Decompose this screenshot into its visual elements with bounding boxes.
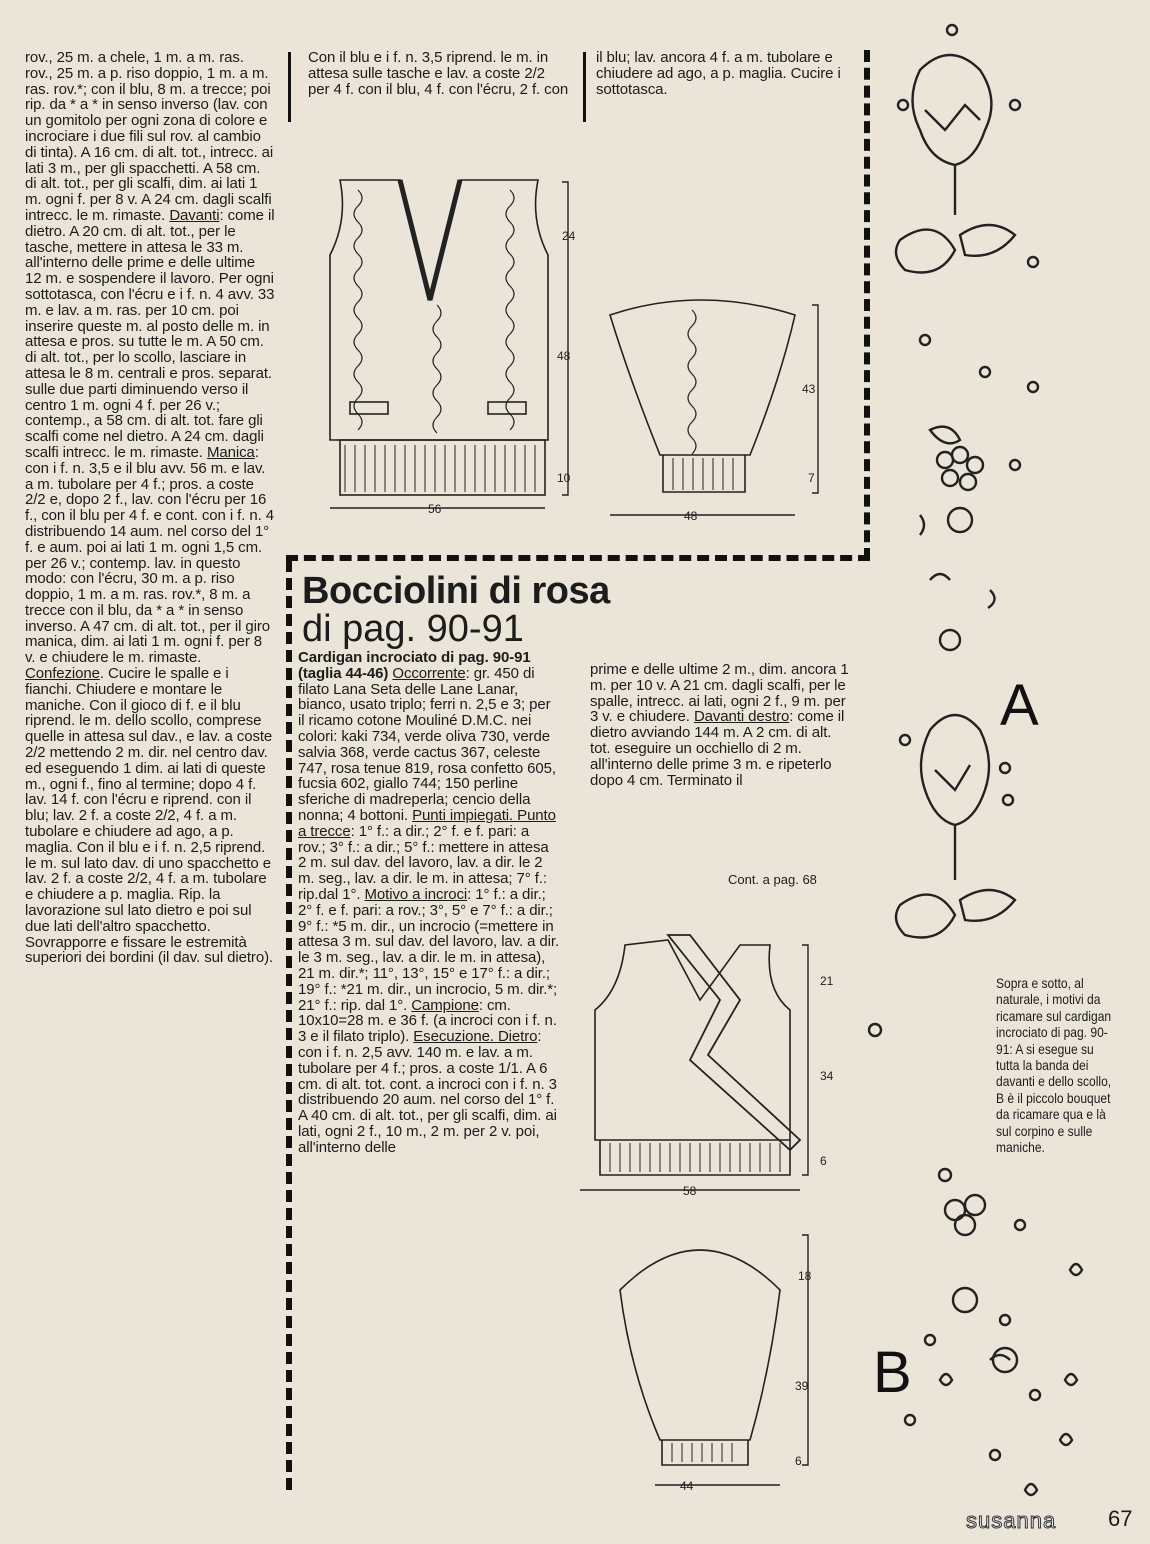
dim-cardigan-rib: 6 xyxy=(820,1154,827,1168)
motivo-text: : 1° f.: a dir.; 2° f. e f. pari: a rov.; 3°, 5° e 7° f.: a dir.; 9° f.: *5 m. dir., un incrocio (=mettere in attesa 3 m. sul dav. del lavoro, lav. a dir. le 3 m. seg., lav. a dir. le m. in attesa), 21 m. dir.*; 11°, 13°, 15° e 17° f.: a dir.; 19° f.: *21 m. dir., un incrocio, 5 m. dir.*; 21° f.: rip. dal 1°. xyxy=(298,885,560,1014)
section-subtitle: di pag. 90-91 xyxy=(302,608,524,650)
embroidery-caption: Sopra e sotto, al naturale, i motivi da ricamare sul cardigan incrociato di pag. 90-91: A si esegue su tutta la banda dei davanti e dello scollo, B è il piccolo bouquet da ricamare qua e là sul corpino e sulle maniche. xyxy=(996,975,1112,1156)
col2-text: Con il blu e i f. n. 3,5 riprend. le m. in attesa sulle tasche e lav. a coste 2/2 per 4 f. con il blu, 4 f. con l'écru, 2 f. con xyxy=(308,49,569,98)
esecuzione-label: Esecuzione. Dietro xyxy=(413,1028,538,1046)
col3-text: il blu; lav. ancora 4 f. a m. tubolare e chiudere ad ago, a p. maglia. Cucire i sottotasca. xyxy=(596,49,841,98)
page-number: 67 xyxy=(1108,1506,1133,1531)
dim-sleeve-rib: 7 xyxy=(808,471,815,485)
manica-text: : con i f. n. 3,5 e il blu avv. 56 m. e lav. a m. tubolare per 4 f.; pros. a coste 2/2 e, dopo 2 f., lav. con l'écru per 16 f., con il blu per 4 f. e cont. con i f. n. 4 distribuendo 14 aum. nel corso del 1° f. e aum. poi ai lati 1 m. ogni 1,5 cm. per 26 v.; contemp. lav. in questo modo: con l'écru, 30 m. a p. riso doppio, 1 m. a m. ras. rov.*, 8 m. a trecce con il blu, da * a * in senso inverso. A 47 cm. di alt. tot., per il giro manica, dim. ai lati 1 m. ogni f. per 8 v. e chiudere le m. rimaste. xyxy=(25,443,274,667)
magazine-brand: susanna xyxy=(966,1508,1057,1533)
dim-vest-rib: 10 xyxy=(557,471,571,485)
cardigan-schematic xyxy=(580,935,808,1190)
campione-text: : cm. 10x10=28 m. e 36 f. (a incroci con i f. n. 3 e il filato triplo). xyxy=(298,996,557,1046)
occorrente-text: : gr. 450 di filato Lana Seta delle Lane Lanar, bianco, usato triplo; ferri n. 2,5 e 3; per il ricamo cotone Mouliné D.M.C. nei colori: kaki 734, verde oliva 730, verde salvia 368, verde cactus 367, celeste 747, rosa tenue 819, rosa confetto 605, fucsia 602, giallo 744; 150 perline sferiche di madreperla; cencio della nonna; 4 bottoni. xyxy=(298,664,556,824)
motif-b-label: B xyxy=(873,1340,912,1405)
esecuzione-text: : con i f. n. 2,5 avv. 140 m. e lav. a m. tubolare per 4 f.; pros. a coste 1/1. A 6 cm. di alt. tot. cont. a incroci con i f. n. 3 distribuendo 20 aum. nel corso del 1° f. A 40 cm. di alt. tot., per gli scalfi, dim. ai lati, ogni 2 f., 10 m., 2 m. per 2 v. poi, all'interno delle xyxy=(298,1028,557,1156)
davanti-text: : come il dietro. A 20 cm. di alt. tot., per le tasche, mettere in attesa le 33 m. all'interno delle prime e delle ultime 12 m. e sospendere il lavoro. Per ogni sottotasca, con l'écru e i f. n. 4 avv. 33 m. e lav. a m. ras. per 10 cm. poi inserire queste m. al posto delle m. in attesa e pros. su tutte le m. A 50 cm. di alt. tot., per lo scollo, lasciare in attesa le 8 m. centrali e pros. separat. sulle due parti diminuendo verso il centro 1 m. ogni 4 f. per 26 v.; contemp., a 58 cm. di alt. tot. fare gli scalfi come nel dietro. A 24 cm. dagli scalfi intrecc. le m. rimaste. xyxy=(25,206,275,461)
campione-label: Campione xyxy=(411,996,479,1014)
dim-vest-total: 48 xyxy=(557,349,571,363)
dim-csleeve-width: 44 xyxy=(680,1479,694,1493)
dim-csleeve-mid: 39 xyxy=(795,1379,809,1393)
section-title: Bocciolini di rosa xyxy=(302,570,610,612)
dim-csleeve-cap: 18 xyxy=(798,1269,812,1283)
confezione-text: . Cucire le spalle e i fianchi. Chiudere e montare le maniche. Con il gioco di f. e il blu riprend. le m. dello scollo, comprese quelle in attesa sul dav., e lav. a coste 2/2 mettendo 2 m. dir. nel centro dav. ed eseguendo 1 dim. ai lati di queste m., ogni f., fino al termine; dopo 4 f. lav. 14 f. con l'écru e riprend. con il blu; lav. 2 f. a coste 2/2, 4 f. a m. tubolare e chiudere ad ago, a p. maglia. Con il blu e i f. n. 2,5 riprend. le m. sul lato dav. di uno spacchetto e lav. 2 f. a coste 2/2, 4 f. a m. tubolare e chiudere a p. maglia. Rip. la lavorazione sul lato dietro e poi sul due lati dell'altro spacchetto. Sovrapporre e fissare le estremità superiori dei bordini (il dav. sul dietro). xyxy=(25,665,274,967)
motivo-label: Motivo a incroci xyxy=(364,885,468,903)
dim-sleeve-height: 43 xyxy=(802,382,816,396)
punti-text: : 1° f.: a dir.; 2° f. e f. pari: a rov.; 3° f.: a dir.; 5° f.: mettere in attesa 2 m. sul dav. del lavoro, lav. a dir. le 2 m. seg., lav. a dir. le m. in attesa; 7° f.: rip.dal 1°. xyxy=(298,822,549,903)
cardigan-heading: Cardigan incrociato di pag. 90-91 (taglia 44-46) xyxy=(298,649,531,682)
vest-schematic xyxy=(330,180,568,508)
occorrente-label: Occorrente xyxy=(392,664,466,682)
dim-cardigan-upper: 21 xyxy=(820,974,834,988)
punti-label: Punti impiegati. Punto a trecce xyxy=(298,806,556,840)
embroidery-motif-b xyxy=(905,427,1082,1495)
col1-text: rov., 25 m. a chele, 1 m. a m. ras. rov., 25 m. a p. riso doppio, 1 m. a m. ras. rov.*; con il blu, 8 m. a trecce; poi rip. da * a * in senso inverso (lav. con un gomitolo per ogni zona di colore e incrociare i due fili sul rov. al cambio di tinta). A 16 cm. di alt. tot., intrecc. ai lati 3 m., per gli spacchetti. A 58 cm. di alt. tot., per gli scalfi, dim. ai lati 1 m. ogni f. per 8 v. A 24 cm. dagli scalfi intrecc. le m. rimaste. xyxy=(25,49,274,224)
dim-cardigan-mid: 34 xyxy=(820,1069,834,1083)
motif-a-label: A xyxy=(1000,673,1039,738)
vest-sleeve-schematic xyxy=(610,300,818,515)
davanti-label: Davanti xyxy=(169,206,220,224)
davanti-destro-text: : come il dietro avviando 144 m. A 2 cm. di alt. tot. eseguire un occhiello di 2 m. all'interno delle prime 3 m. e ripeterlo dopo 4 cm. Terminato il xyxy=(590,708,845,789)
dim-vest-upper: 24 xyxy=(562,229,576,243)
continued-note: Cont. a pag. 68 xyxy=(728,872,817,887)
col5-text: prime e delle ultime 2 m., dim. ancora 1 m. per 10 v. A 21 cm. dagli scalfi, per le spalle, intrecc. ai lati, ogni 2 f., 9 m. per 3 v. e chiudere. xyxy=(590,661,849,726)
confezione-label: Confezione xyxy=(25,665,100,683)
davanti-destro-label: Davanti destro xyxy=(693,708,790,726)
dim-cardigan-width: 58 xyxy=(683,1184,697,1198)
dim-sleeve-width: 48 xyxy=(684,509,698,523)
dim-csleeve-rib: 6 xyxy=(795,1454,802,1468)
dim-vest-width: 56 xyxy=(428,502,442,516)
manica-label: Manica xyxy=(206,443,255,461)
cardigan-sleeve-schematic xyxy=(620,1235,808,1544)
